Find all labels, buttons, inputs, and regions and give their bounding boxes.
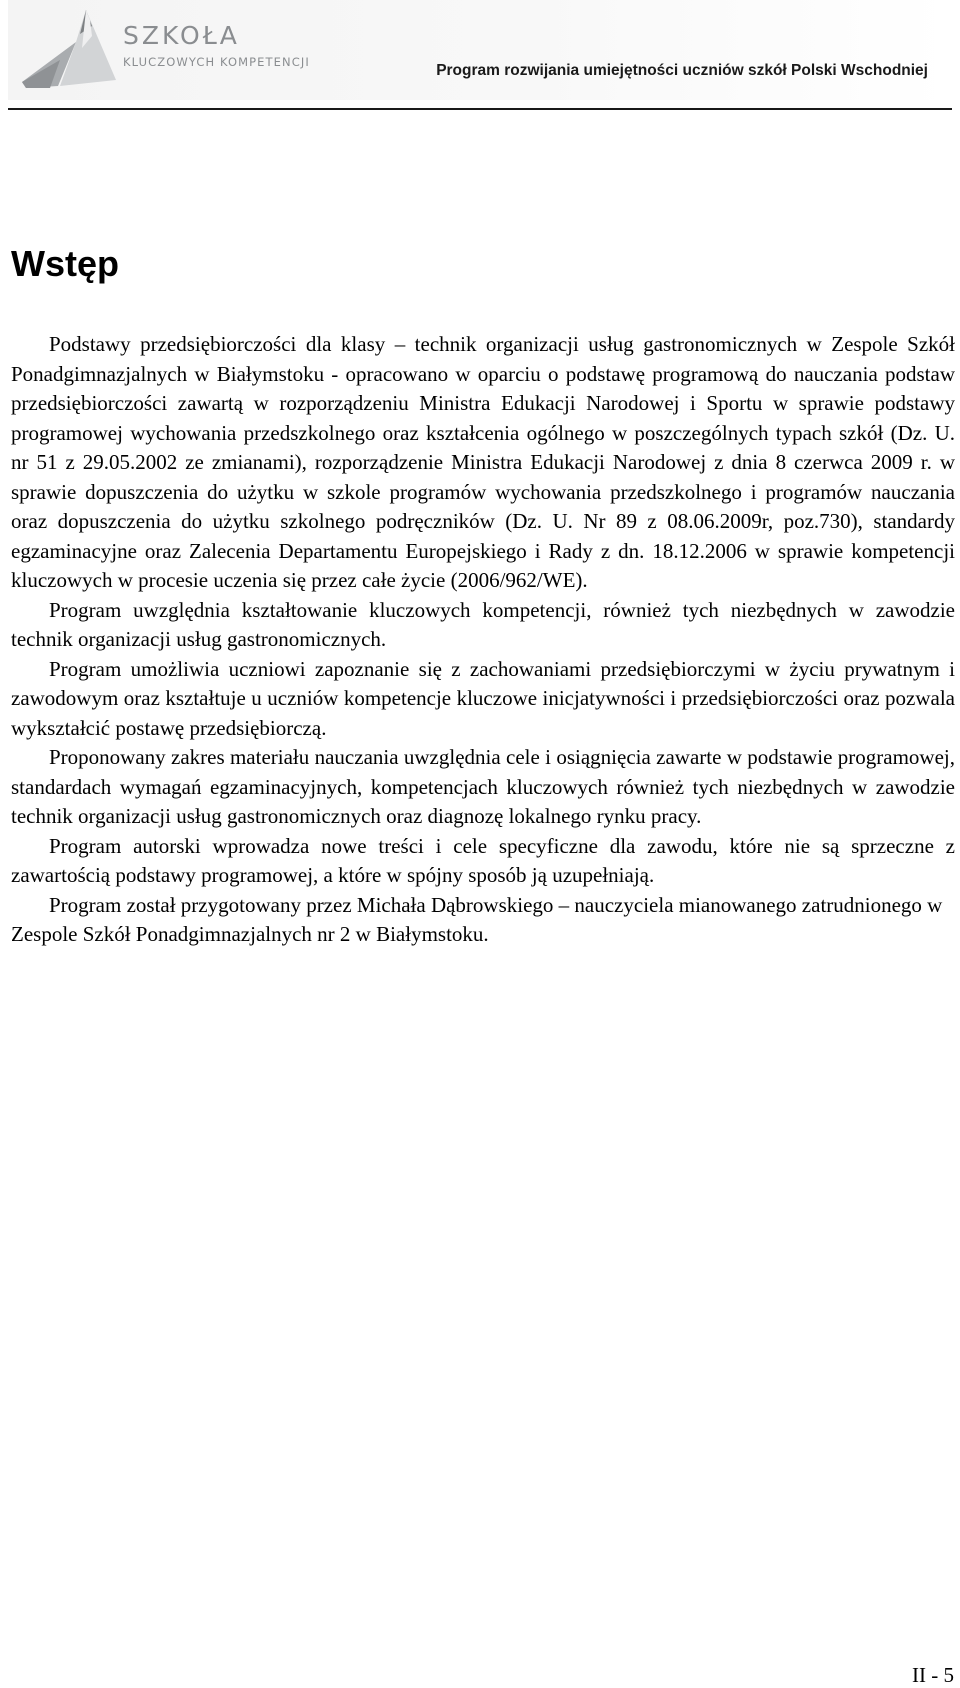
page-header [0,0,960,112]
header-tagline: Program rozwijania umiejętności uczniów szkół Polski Wschodniej [436,62,928,79]
school-logo [20,6,320,92]
logo-subtitle: KLUCZOWYCH KOMPETENCJI [123,55,310,69]
paragraph-entrepreneurship: Program umożliwia uczniowi zapoznanie się z zachowaniami przedsiębiorczymi w życiu prywatnym i zawodowym oraz kształtuje u uczniów kompetencje kluczowe inicjatywności i przedsiębiorczości oraz pozwala wykształcić postawę przedsiębiorczą. [11,656,955,740]
logo-title: SZKOŁA [123,21,240,50]
paragraph-scope: Proponowany zakres materiału nauczania uwzględnia cele i osiągnięcia zawarte w podstawie programowej, standardach wymagań egzaminacyjnych, kompetencjach kluczowych również tych niezbędnych w zawodzie technik organizacji usług gastronomicznych oraz diagnozę lokalnego rynku pracy. [11,745,955,828]
header-divider [8,108,952,110]
paragraph-author-program: Program autorski wprowadza nowe treści i cele specyficzne dla zawodu, które nie są sprzeczne z zawartością podstawy programowej, a które w spójny sposób ją uzupełniają. [11,833,955,887]
mountain-logo-icon [20,6,120,92]
paragraph-author: Program został przygotowany przez Michała Dąbrowskiego – nauczyciela mianowanego zatrudnionego w Zespole Szkół Ponadgimnazjalnych nr 2 w Białymstoku. [11,892,943,946]
paragraph-key-competences: Program uwzględnia kształtowanie kluczowych kompetencji, również tych niezbędnych w zawodzie technik organizacji usług gastronomicznych. [11,597,955,651]
page-title: Wstęp [11,243,119,284]
page-number: II - 5 [912,1663,954,1687]
paragraph-legal-basis: Podstawy przedsiębiorczości dla klasy – technik organizacji usług gastronomicznych w Zespole Szkół Ponadgimnazjalnych w Białymstoku - opracowano w oparciu o podstawę programową do nauczania podstaw przedsiębiorczości zawartą w rozporządzeniu Ministra Edukacji Narodowej i Sportu w sprawie podstawy programowej wychowania przedszkolnego oraz kształcenia ogólnego w poszczególnych typach szkół (Dz. U. nr 51 z 29.05.2002 ze zmianami), rozporządzenie Ministra Edukacji Narodowej z dnia 8 czerwca 2009 r. w sprawie dopuszczenia do użytku w szkole programów wychowania przedszkolnego i programów nauczania oraz dopuszczenia do użytku szkolnego podręczników (Dz. U. Nr 89 z 08.06.2009r, poz.730), standardy egzaminacyjne oraz Zalecenia Departamentu Europejskiego i Rady z dn. 18.12.2006 w sprawie kompetencji kluczowych w procesie uczenia się przez całe życie (2006/962/WE). [11,332,955,592]
document-body [11,330,955,950]
